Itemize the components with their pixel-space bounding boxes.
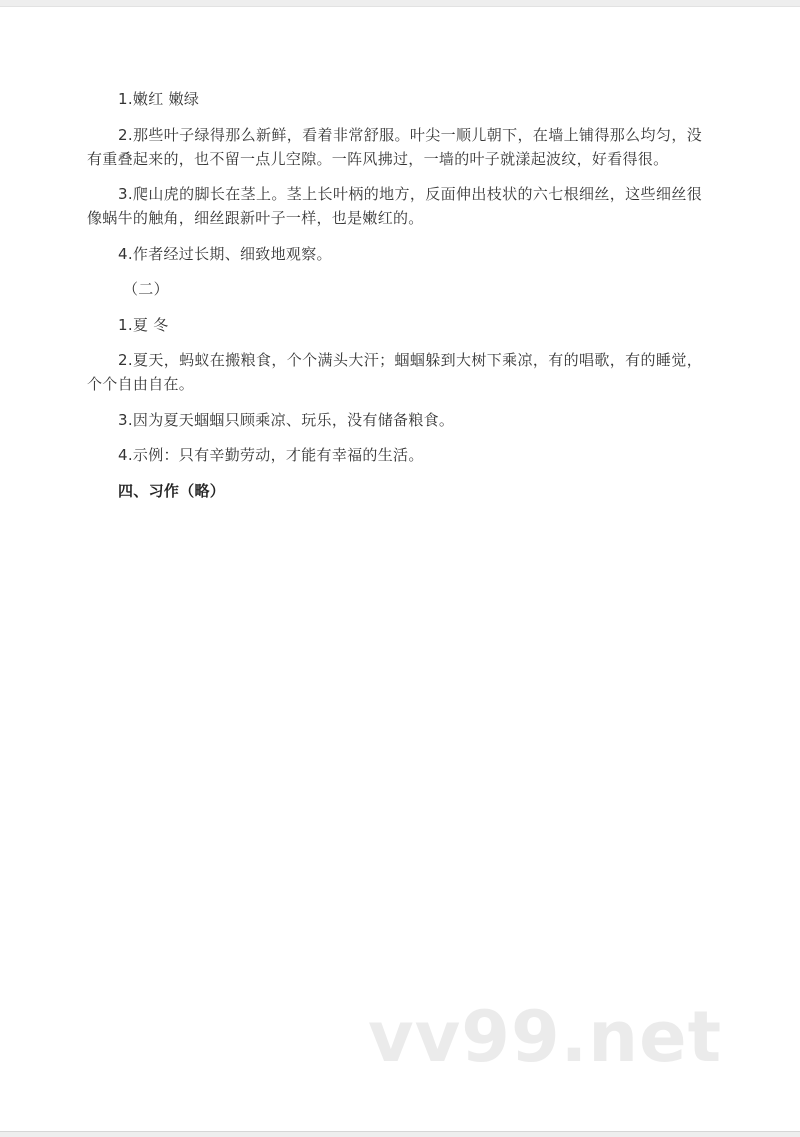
section-heading: 四、习作（略） <box>118 481 226 500</box>
answer-item-1-4: 4.作者经过长期、细致地观察。 <box>118 244 332 263</box>
answer-item-2-4: 4.示例：只有辛勤劳动，才能有幸福的生活。 <box>118 446 424 464</box>
document-body <box>87 87 702 514</box>
document-page <box>0 6 800 1132</box>
watermark: vv99.net <box>368 996 723 1078</box>
answer-item-2-1: 1.夏 冬 <box>118 315 169 334</box>
answer-item-2-2: 2.夏天，蚂蚁在搬粮食，个个满头大汗；蝈蝈躲到大树下乘凉，有的唱歌，有的睡觉，个个自由自在。 <box>87 351 702 393</box>
answer-item-1-1: 1.嫩红 嫩绿 <box>118 90 200 108</box>
answer-item-2-3: 3.因为夏天蝈蝈只顾乘凉、玩乐，没有储备粮食。 <box>118 410 455 429</box>
answer-item-1-3: 3.爬山虎的脚长在茎上。茎上长叶柄的地方，反面伸出枝状的六七根细丝，这些细丝很像蜗牛的触角，细丝跟新叶子一样，也是嫩红的。 <box>87 185 702 227</box>
answer-item-1-2: 2.那些叶子绿得那么新鲜，看着非常舒服。叶尖一顺儿朝下，在墙上铺得那么均匀，没有重叠起来的，也不留一点儿空隙。一阵风拂过，一墙的叶子就漾起波纹，好看得很。 <box>87 125 702 168</box>
section-number: （二） <box>123 280 169 298</box>
